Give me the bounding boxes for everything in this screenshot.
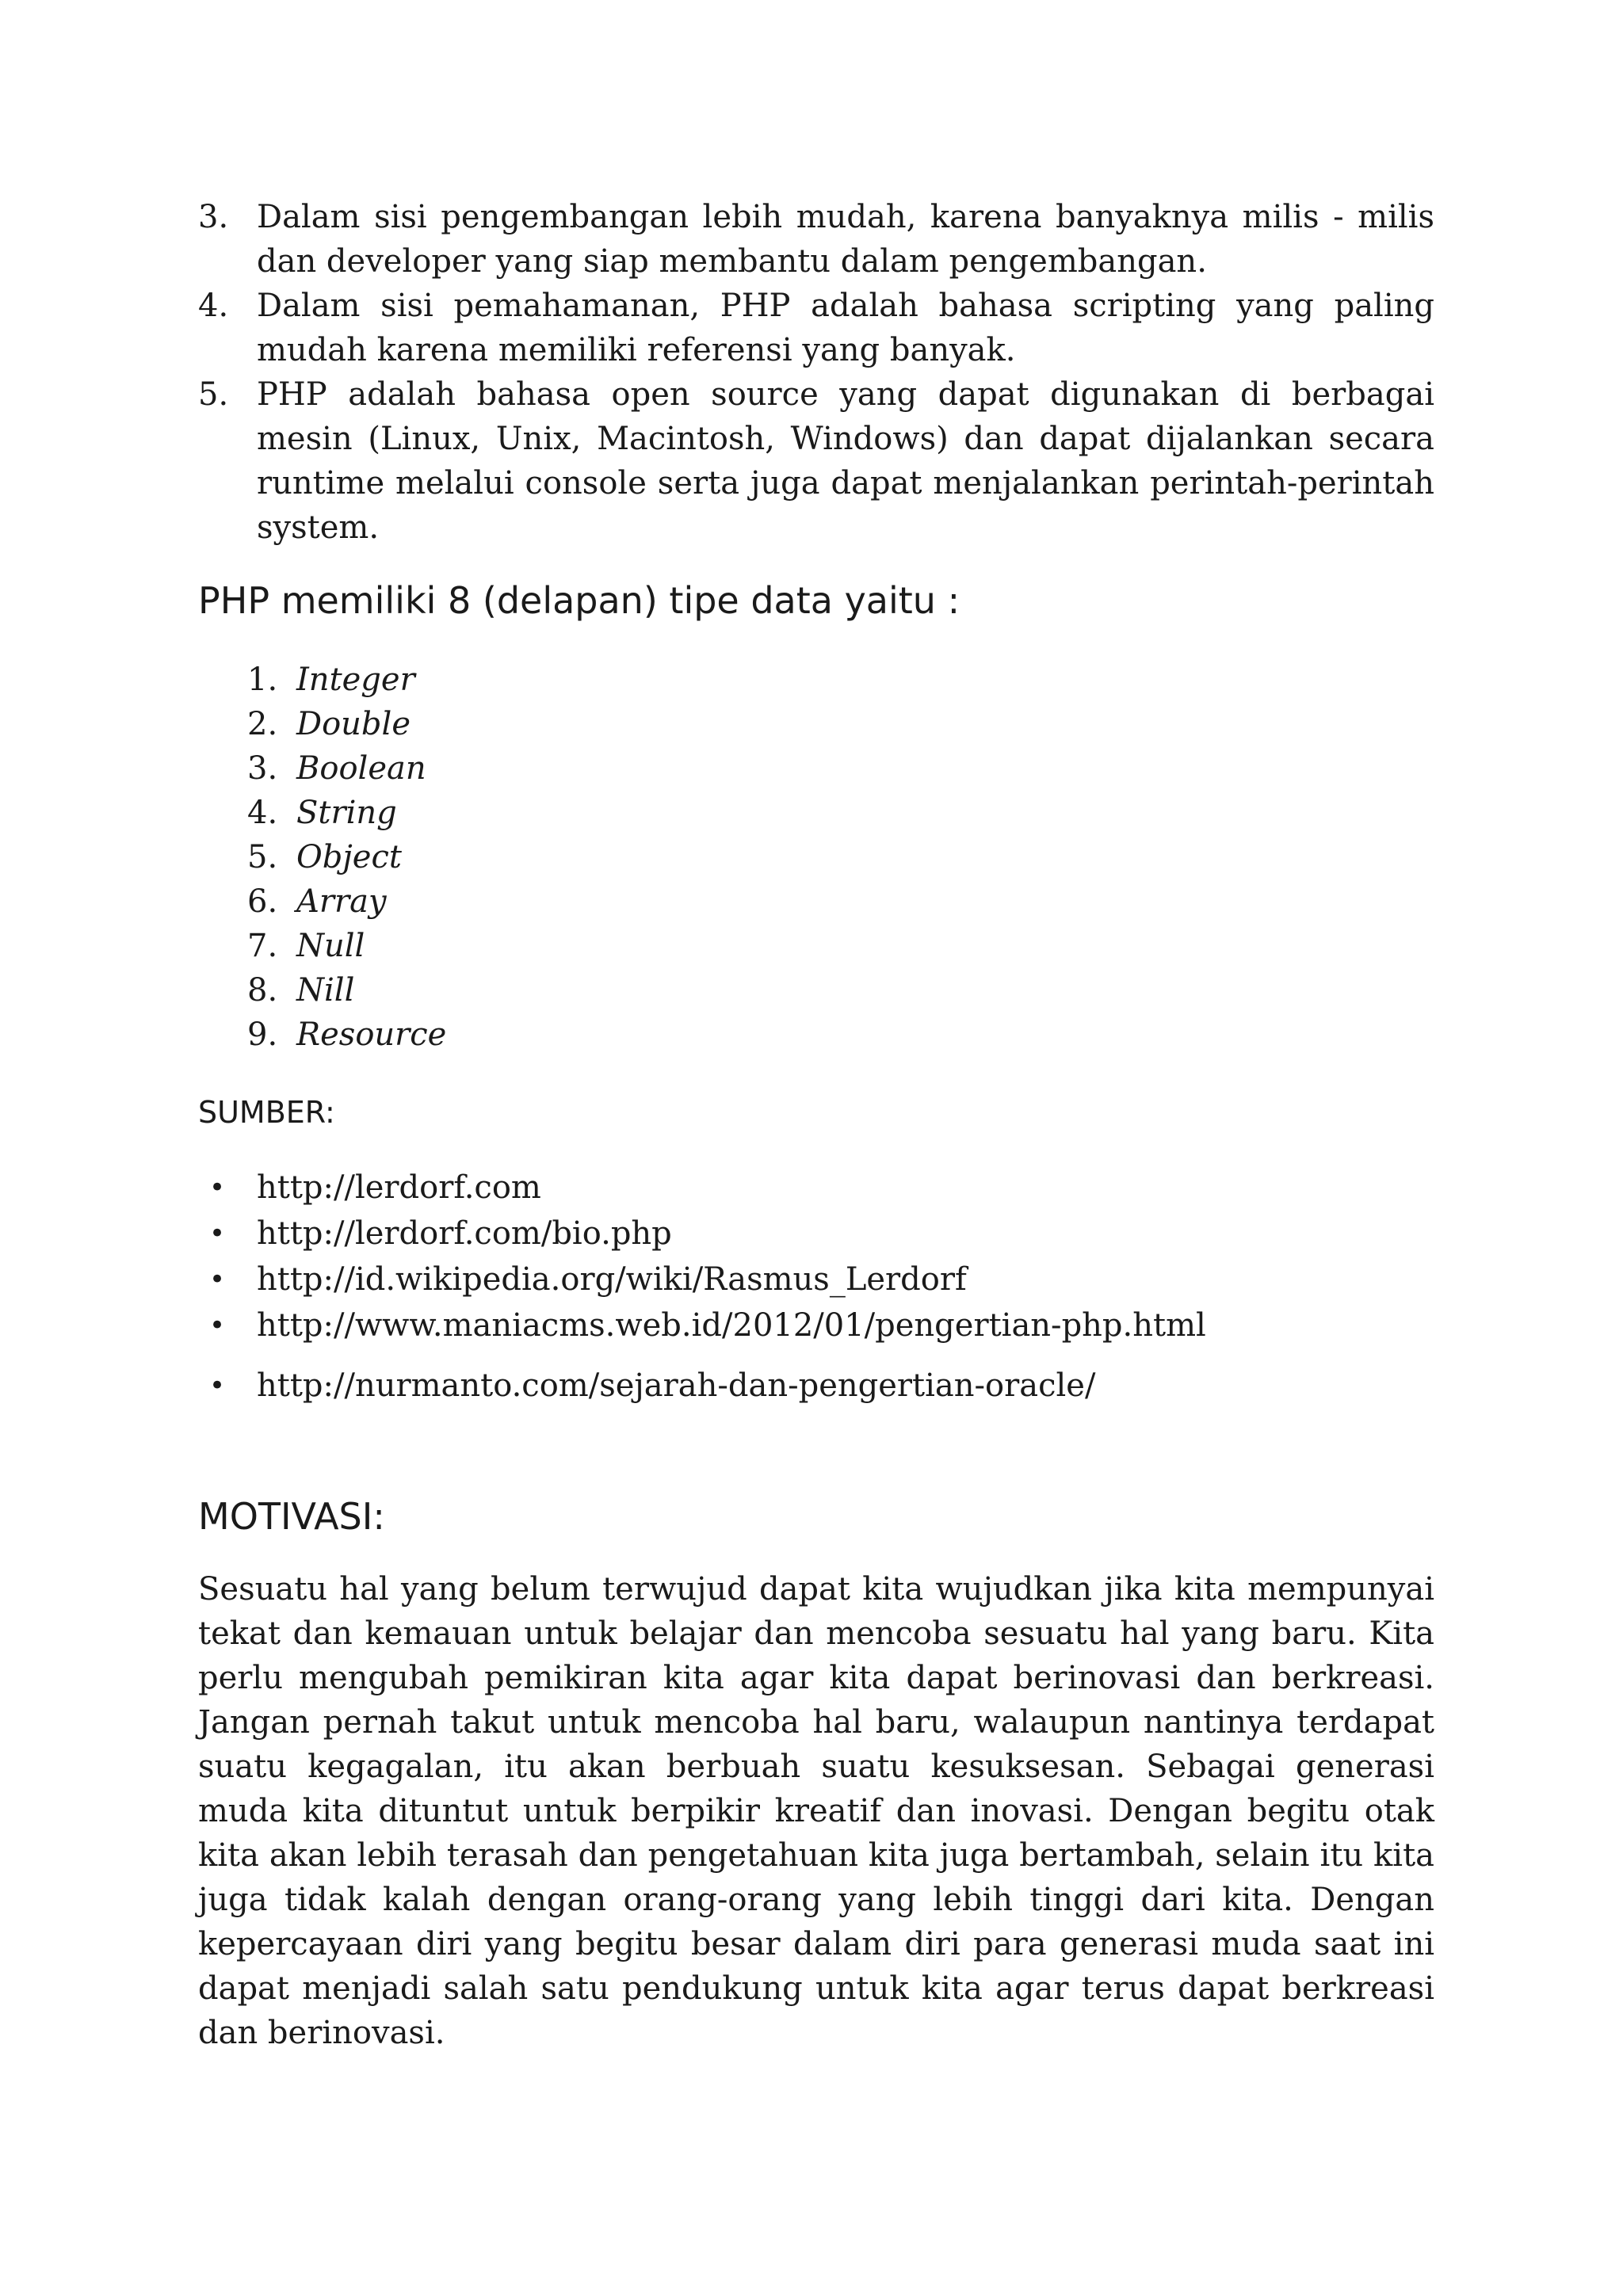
bullet-icon: • — [209, 1310, 226, 1341]
list-item — [198, 791, 1434, 835]
list-item — [198, 1257, 1434, 1302]
source-url: http://www.maniacms.web.id/2012/01/pengertian-php.html — [257, 1307, 1206, 1344]
list-number: 4. — [247, 795, 278, 831]
list-item — [198, 1165, 1434, 1211]
list-number: 6. — [247, 883, 278, 920]
list-item — [198, 1013, 1434, 1057]
list-item — [198, 1211, 1434, 1257]
list-number: 5. — [198, 376, 229, 413]
bullet-icon: • — [209, 1370, 226, 1402]
data-types-list — [198, 658, 1434, 1057]
list-number: 3. — [247, 750, 278, 787]
list-item — [198, 702, 1434, 746]
type-label: Null — [296, 928, 365, 964]
list-number: 1. — [247, 662, 278, 698]
list-number: 8. — [247, 972, 278, 1009]
sources-list — [198, 1165, 1434, 1409]
type-label: Double — [296, 706, 411, 742]
list-text: Dalam sisi pemahamanan, PHP adalah bahasa scripting yang paling mudah karena memiliki referensi yang banyak. — [257, 288, 1434, 368]
list-text: Dalam sisi pengembangan lebih mudah, karena banyaknya milis - milis dan developer yang siap membantu dalam pengembangan. — [257, 199, 1434, 280]
list-item — [198, 879, 1434, 924]
bullet-icon: • — [209, 1264, 226, 1295]
types-heading: PHP memiliki 8 (delapan) tipe data yaitu : — [198, 579, 960, 622]
motivasi-paragraph: Sesuatu hal yang belum terwujud dapat kita wujudkan jika kita mempunyai tekat dan kemauan untuk belajar dan mencoba sesuatu hal yang baru. Kita perlu mengubah pemikiran kita agar kita dapat berinovasi dan berkreasi. Jangan pernah takut untuk mencoba hal baru, walaupun nantinya terdapat suatu kegagalan, itu akan berbuah suatu kesuksesan. Sebagai generasi muda kita dituntut untuk berpikir kreatif dan inovasi. Dengan begitu otak kita akan lebih terasah dan pengetahuan kita juga bertambah, selain itu kita juga tidak kalah dengan orang-orang yang lebih tinggi dari kita. Dengan kepercayaan diri yang begitu besar dalam diri para generasi muda saat ini dapat menjadi salah satu pendukung untuk kita agar terus dapat berkreasi dan berinovasi. — [198, 1571, 1434, 2051]
list-number: 3. — [198, 199, 229, 235]
list-item — [198, 658, 1434, 702]
list-number: 2. — [247, 706, 278, 742]
list-text: PHP adalah bahasa open source yang dapat digunakan di berbagai mesin (Linux, Unix, Macintosh, Windows) dan dapat dijalankan secara runtime melalui console serta juga dapat menjalankan perintah-perintah system. — [257, 376, 1434, 546]
list-number: 7. — [247, 928, 278, 964]
type-label: Integer — [296, 662, 415, 698]
sources-heading: SUMBER: — [198, 1095, 335, 1130]
list-item — [198, 835, 1434, 879]
motivasi-heading: MOTIVASI: — [198, 1495, 385, 1538]
list-item — [198, 968, 1434, 1013]
type-label: Resource — [296, 1016, 447, 1053]
list-item — [198, 284, 1434, 372]
type-label: String — [296, 795, 397, 831]
list-item — [198, 1302, 1434, 1348]
list-number: 9. — [247, 1016, 278, 1053]
source-url: http://lerdorf.com — [257, 1169, 541, 1206]
type-label: Array — [296, 883, 387, 920]
type-label: Boolean — [296, 750, 426, 787]
bullet-icon: • — [209, 1218, 226, 1249]
list-item — [198, 746, 1434, 791]
list-item — [198, 372, 1434, 550]
list-number: 4. — [198, 288, 229, 324]
list-item — [198, 1363, 1434, 1409]
advantages-list — [198, 195, 1434, 550]
source-url: http://lerdorf.com/bio.php — [257, 1215, 672, 1252]
bullet-icon: • — [209, 1172, 226, 1203]
type-label: Nill — [296, 972, 355, 1009]
page-content — [198, 195, 1434, 2055]
source-url: http://nurmanto.com/sejarah-dan-pengertian-oracle/ — [257, 1367, 1096, 1404]
list-number: 5. — [247, 839, 278, 875]
source-url: http://id.wikipedia.org/wiki/Rasmus_Lerdorf — [257, 1261, 967, 1298]
type-label: Object — [296, 839, 402, 875]
list-item — [198, 195, 1434, 284]
list-item — [198, 924, 1434, 968]
